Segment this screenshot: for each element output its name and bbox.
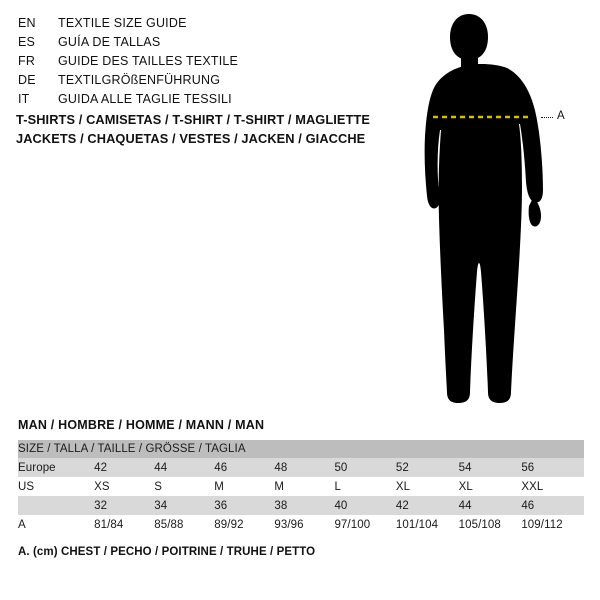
cell: 101/104 bbox=[396, 515, 459, 534]
language-row bbox=[18, 35, 398, 54]
cell: L bbox=[334, 477, 395, 496]
cell: 36 bbox=[214, 496, 274, 515]
cell: XXL bbox=[521, 477, 584, 496]
cell: 52 bbox=[396, 458, 459, 477]
language-row bbox=[18, 54, 398, 73]
cell: 81/84 bbox=[94, 515, 154, 534]
table-row bbox=[18, 496, 584, 515]
row-label: Europe bbox=[18, 458, 94, 477]
cell: 56 bbox=[521, 458, 584, 477]
cell: 105/108 bbox=[459, 515, 522, 534]
category-tshirts: T-SHIRTS / CAMISETAS / T-SHIRT / T-SHIRT / MAGLIETTE bbox=[16, 112, 371, 127]
cell: XS bbox=[94, 477, 154, 496]
cell: XL bbox=[459, 477, 522, 496]
measurement-footnote: A. (cm) CHEST / PECHO / POITRINE / TRUHE / PETTO bbox=[18, 546, 316, 558]
cell: 38 bbox=[274, 496, 334, 515]
language-title: TEXTILGRÖßENFÜHRUNG bbox=[58, 73, 221, 87]
language-row bbox=[18, 92, 398, 111]
cell: M bbox=[274, 477, 334, 496]
cell: 54 bbox=[459, 458, 522, 477]
language-row bbox=[18, 16, 398, 35]
table-row bbox=[18, 515, 584, 534]
cell: 50 bbox=[334, 458, 395, 477]
row-label bbox=[18, 496, 94, 515]
table-header-label: SIZE / TALLA / TAILLE / GRÖSSE / TAGLIA bbox=[18, 440, 584, 458]
cell: 44 bbox=[154, 458, 214, 477]
table-row bbox=[18, 458, 584, 477]
cell: 46 bbox=[521, 496, 584, 515]
silhouette-svg bbox=[405, 10, 600, 410]
cell: 42 bbox=[396, 496, 459, 515]
gender-heading: MAN / HOMBRE / HOMME / MANN / MAN bbox=[18, 418, 265, 432]
cell: 34 bbox=[154, 496, 214, 515]
language-code: DE bbox=[18, 73, 36, 87]
table-row bbox=[18, 477, 584, 496]
cell: 48 bbox=[274, 458, 334, 477]
cell: 42 bbox=[94, 458, 154, 477]
table-header-row bbox=[18, 440, 584, 458]
language-title: GUIDE DES TAILLES TEXTILE bbox=[58, 54, 239, 68]
category-list bbox=[16, 110, 436, 148]
language-title: GUÍA DE TALLAS bbox=[58, 35, 161, 49]
language-title: TEXTILE SIZE GUIDE bbox=[58, 16, 187, 30]
language-list bbox=[18, 16, 398, 111]
cell: M bbox=[214, 477, 274, 496]
cell: 46 bbox=[214, 458, 274, 477]
cell: 32 bbox=[94, 496, 154, 515]
cell: 85/88 bbox=[154, 515, 214, 534]
cell: 97/100 bbox=[334, 515, 395, 534]
size-table-wrap bbox=[18, 440, 584, 534]
language-code: EN bbox=[18, 16, 36, 30]
language-title: GUIDA ALLE TAGLIE TESSILI bbox=[58, 92, 232, 106]
cell: 44 bbox=[459, 496, 522, 515]
cell: 40 bbox=[334, 496, 395, 515]
cell: 109/112 bbox=[521, 515, 584, 534]
body-silhouette-figure bbox=[405, 10, 600, 410]
cell: 93/96 bbox=[274, 515, 334, 534]
language-code: FR bbox=[18, 54, 36, 68]
measurement-leader-line bbox=[541, 117, 553, 118]
row-label: A bbox=[18, 515, 94, 534]
cell: S bbox=[154, 477, 214, 496]
size-table bbox=[18, 440, 584, 534]
measurement-marker-a: A bbox=[557, 110, 566, 122]
language-row bbox=[18, 73, 398, 92]
cell: XL bbox=[396, 477, 459, 496]
language-code: ES bbox=[18, 35, 36, 49]
category-jackets: JACKETS / CHAQUETAS / VESTES / JACKEN / GIACCHE bbox=[16, 131, 366, 146]
language-code: IT bbox=[18, 92, 30, 106]
row-label: US bbox=[18, 477, 94, 496]
cell: 89/92 bbox=[214, 515, 274, 534]
